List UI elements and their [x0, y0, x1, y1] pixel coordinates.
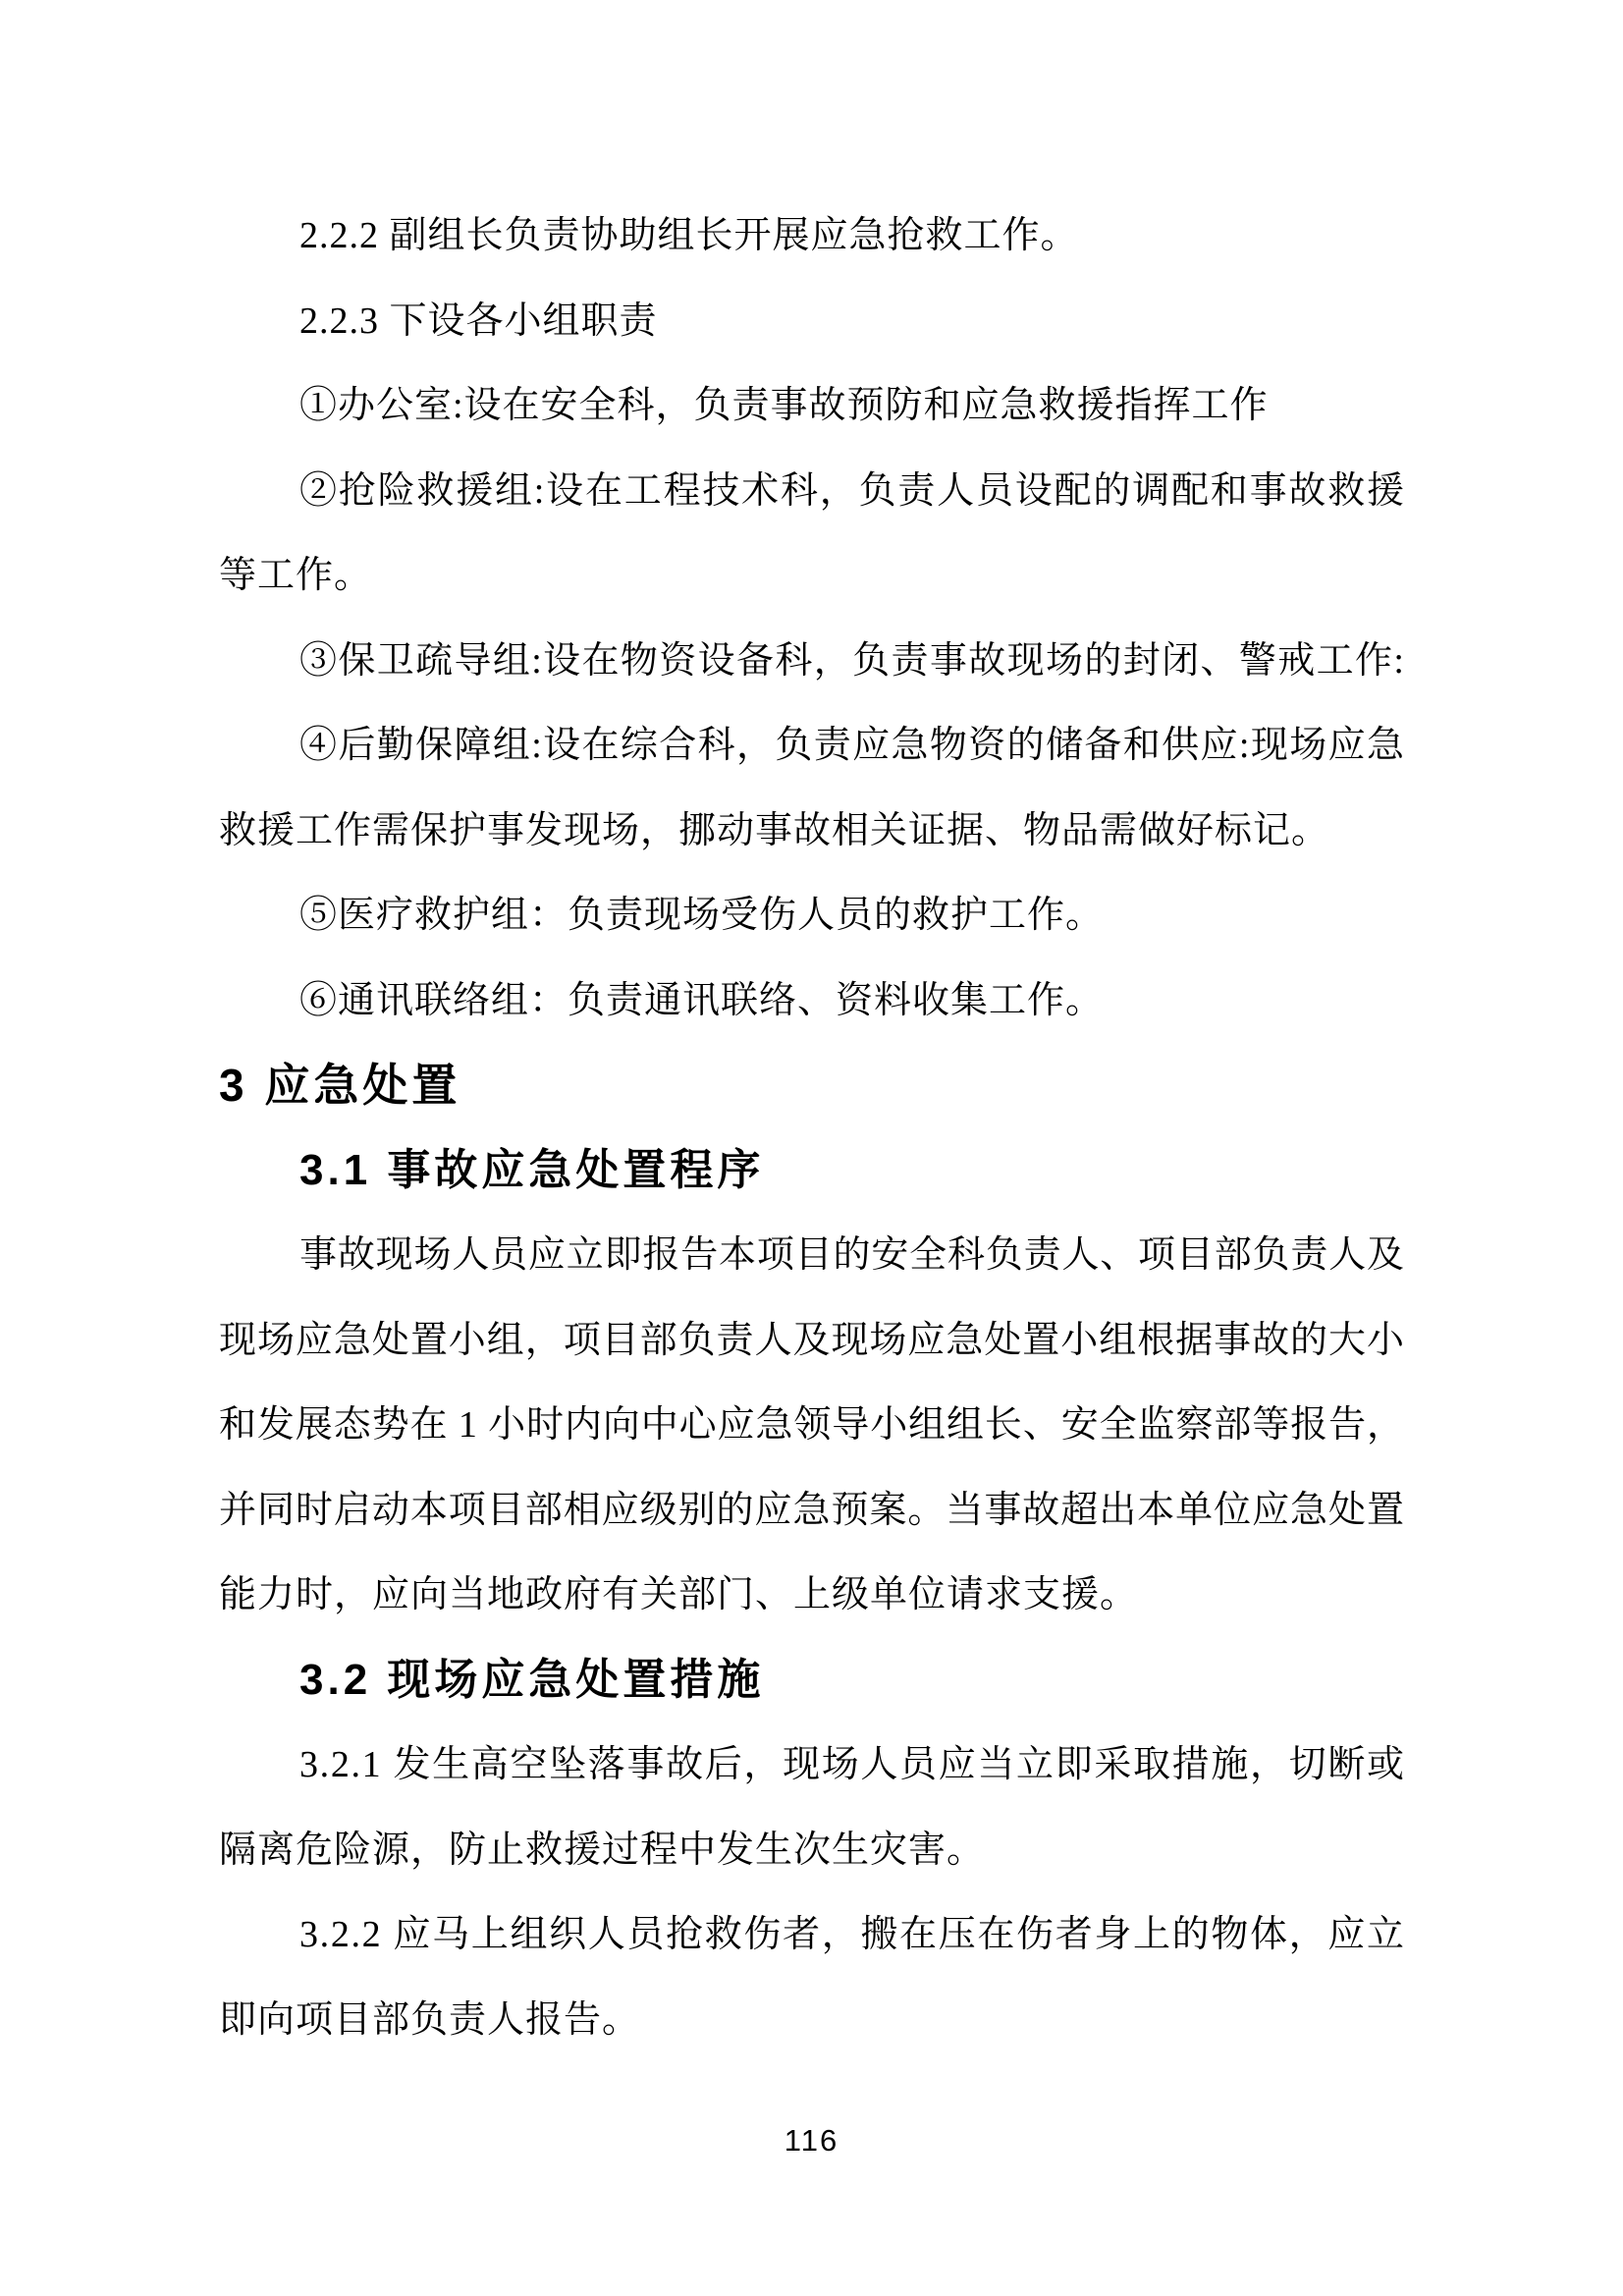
paragraph-line — [219, 1468, 1404, 1554]
line-text: ④后勤保障组:设在综合科，负责应急物资的储备和供应:现场应急 — [299, 725, 1406, 766]
list-item-medical-group — [219, 873, 1404, 958]
line-text: ③保卫疏导组:设在物资设备科，负责事故现场的封闭、警戒工作: — [299, 639, 1406, 682]
subsection-heading-3-1 — [219, 1128, 1404, 1214]
line-text: 即向项目部负责人报告。 — [219, 1998, 641, 2041]
line-text: ⑤医疗救护组：负责现场受伤人员的救护工作。 — [299, 895, 1105, 936]
section-heading-3 — [219, 1043, 1404, 1128]
paragraph-line — [219, 1298, 1404, 1384]
list-item-rescue-group — [219, 449, 1404, 534]
paragraph-line — [219, 1213, 1404, 1298]
line-text: ②抢险救援组:设在工程技术科，负责人员设配的调配和事故救援 — [299, 469, 1406, 512]
line-text: 2.2.3 下设各小组职责 — [299, 300, 658, 342]
line-text: 3.2.2 应马上组织人员抢救伤者，搬在压在伤者身上的物体，应立 — [299, 1914, 1406, 1955]
list-item-security-group — [219, 619, 1404, 704]
heading-text: 3.1 事故应急处置程序 — [299, 1145, 765, 1194]
paragraph-line-3-2-2 — [219, 1892, 1404, 1978]
list-item-office — [219, 363, 1404, 449]
paragraph-line-2-2-3 — [219, 279, 1404, 364]
subsection-heading-3-2 — [219, 1638, 1404, 1723]
paragraph-line-3-2-1-cont — [219, 1808, 1404, 1893]
line-text: 现场应急处置小组，项目部负责人及现场应急处置小组根据事故的大小 — [219, 1319, 1405, 1361]
list-item-rescue-group-cont — [219, 533, 1404, 619]
line-text: 并同时启动本项目部相应级别的应急预案。当事故超出本单位应急处置 — [219, 1489, 1405, 1531]
line-text: 隔离危险源，防止救援过程中发生次生灾害。 — [219, 1829, 986, 1871]
heading-text: 3.2 现场应急处置措施 — [299, 1655, 765, 1704]
line-text: 3.2.1 发生高空坠落事故后，现场人员应当立即采取措施，切断或 — [299, 1744, 1406, 1785]
paragraph-line-2-2-2 — [219, 193, 1404, 279]
line-text: 事故现场人员应立即报告本项目的安全科负责人、项目部负责人及 — [299, 1234, 1405, 1276]
document-body — [219, 193, 1404, 2062]
line-text: ①办公室:设在安全科，负责事故预防和应急救援指挥工作 — [299, 385, 1269, 426]
paragraph-line-3-2-2-cont — [219, 1978, 1404, 2063]
paragraph-line — [219, 1383, 1404, 1468]
line-text: 和发展态势在 1 小时内向中心应急领导小组组长、安全监察部等报告， — [219, 1404, 1405, 1446]
page-number: 116 — [784, 2123, 839, 2158]
heading-text: 3 应急处置 — [219, 1060, 461, 1111]
list-item-communication-group — [219, 958, 1404, 1044]
line-text: 等工作。 — [219, 555, 373, 596]
paragraph-line — [219, 1553, 1404, 1638]
paragraph-line-3-2-1 — [219, 1722, 1404, 1808]
list-item-logistics-group — [219, 703, 1404, 789]
line-text: 救援工作需保护事发现场，挪动事故相关证据、物品需做好标记。 — [219, 809, 1330, 851]
line-text: 能力时，应向当地政府有关部门、上级单位请求支援。 — [219, 1574, 1139, 1615]
line-text: ⑥通讯联络组：负责通讯联络、资料收集工作。 — [299, 979, 1105, 1021]
line-text: 2.2.2 副组长负责协助组长开展应急抢救工作。 — [299, 215, 1079, 256]
list-item-logistics-group-cont — [219, 789, 1404, 874]
